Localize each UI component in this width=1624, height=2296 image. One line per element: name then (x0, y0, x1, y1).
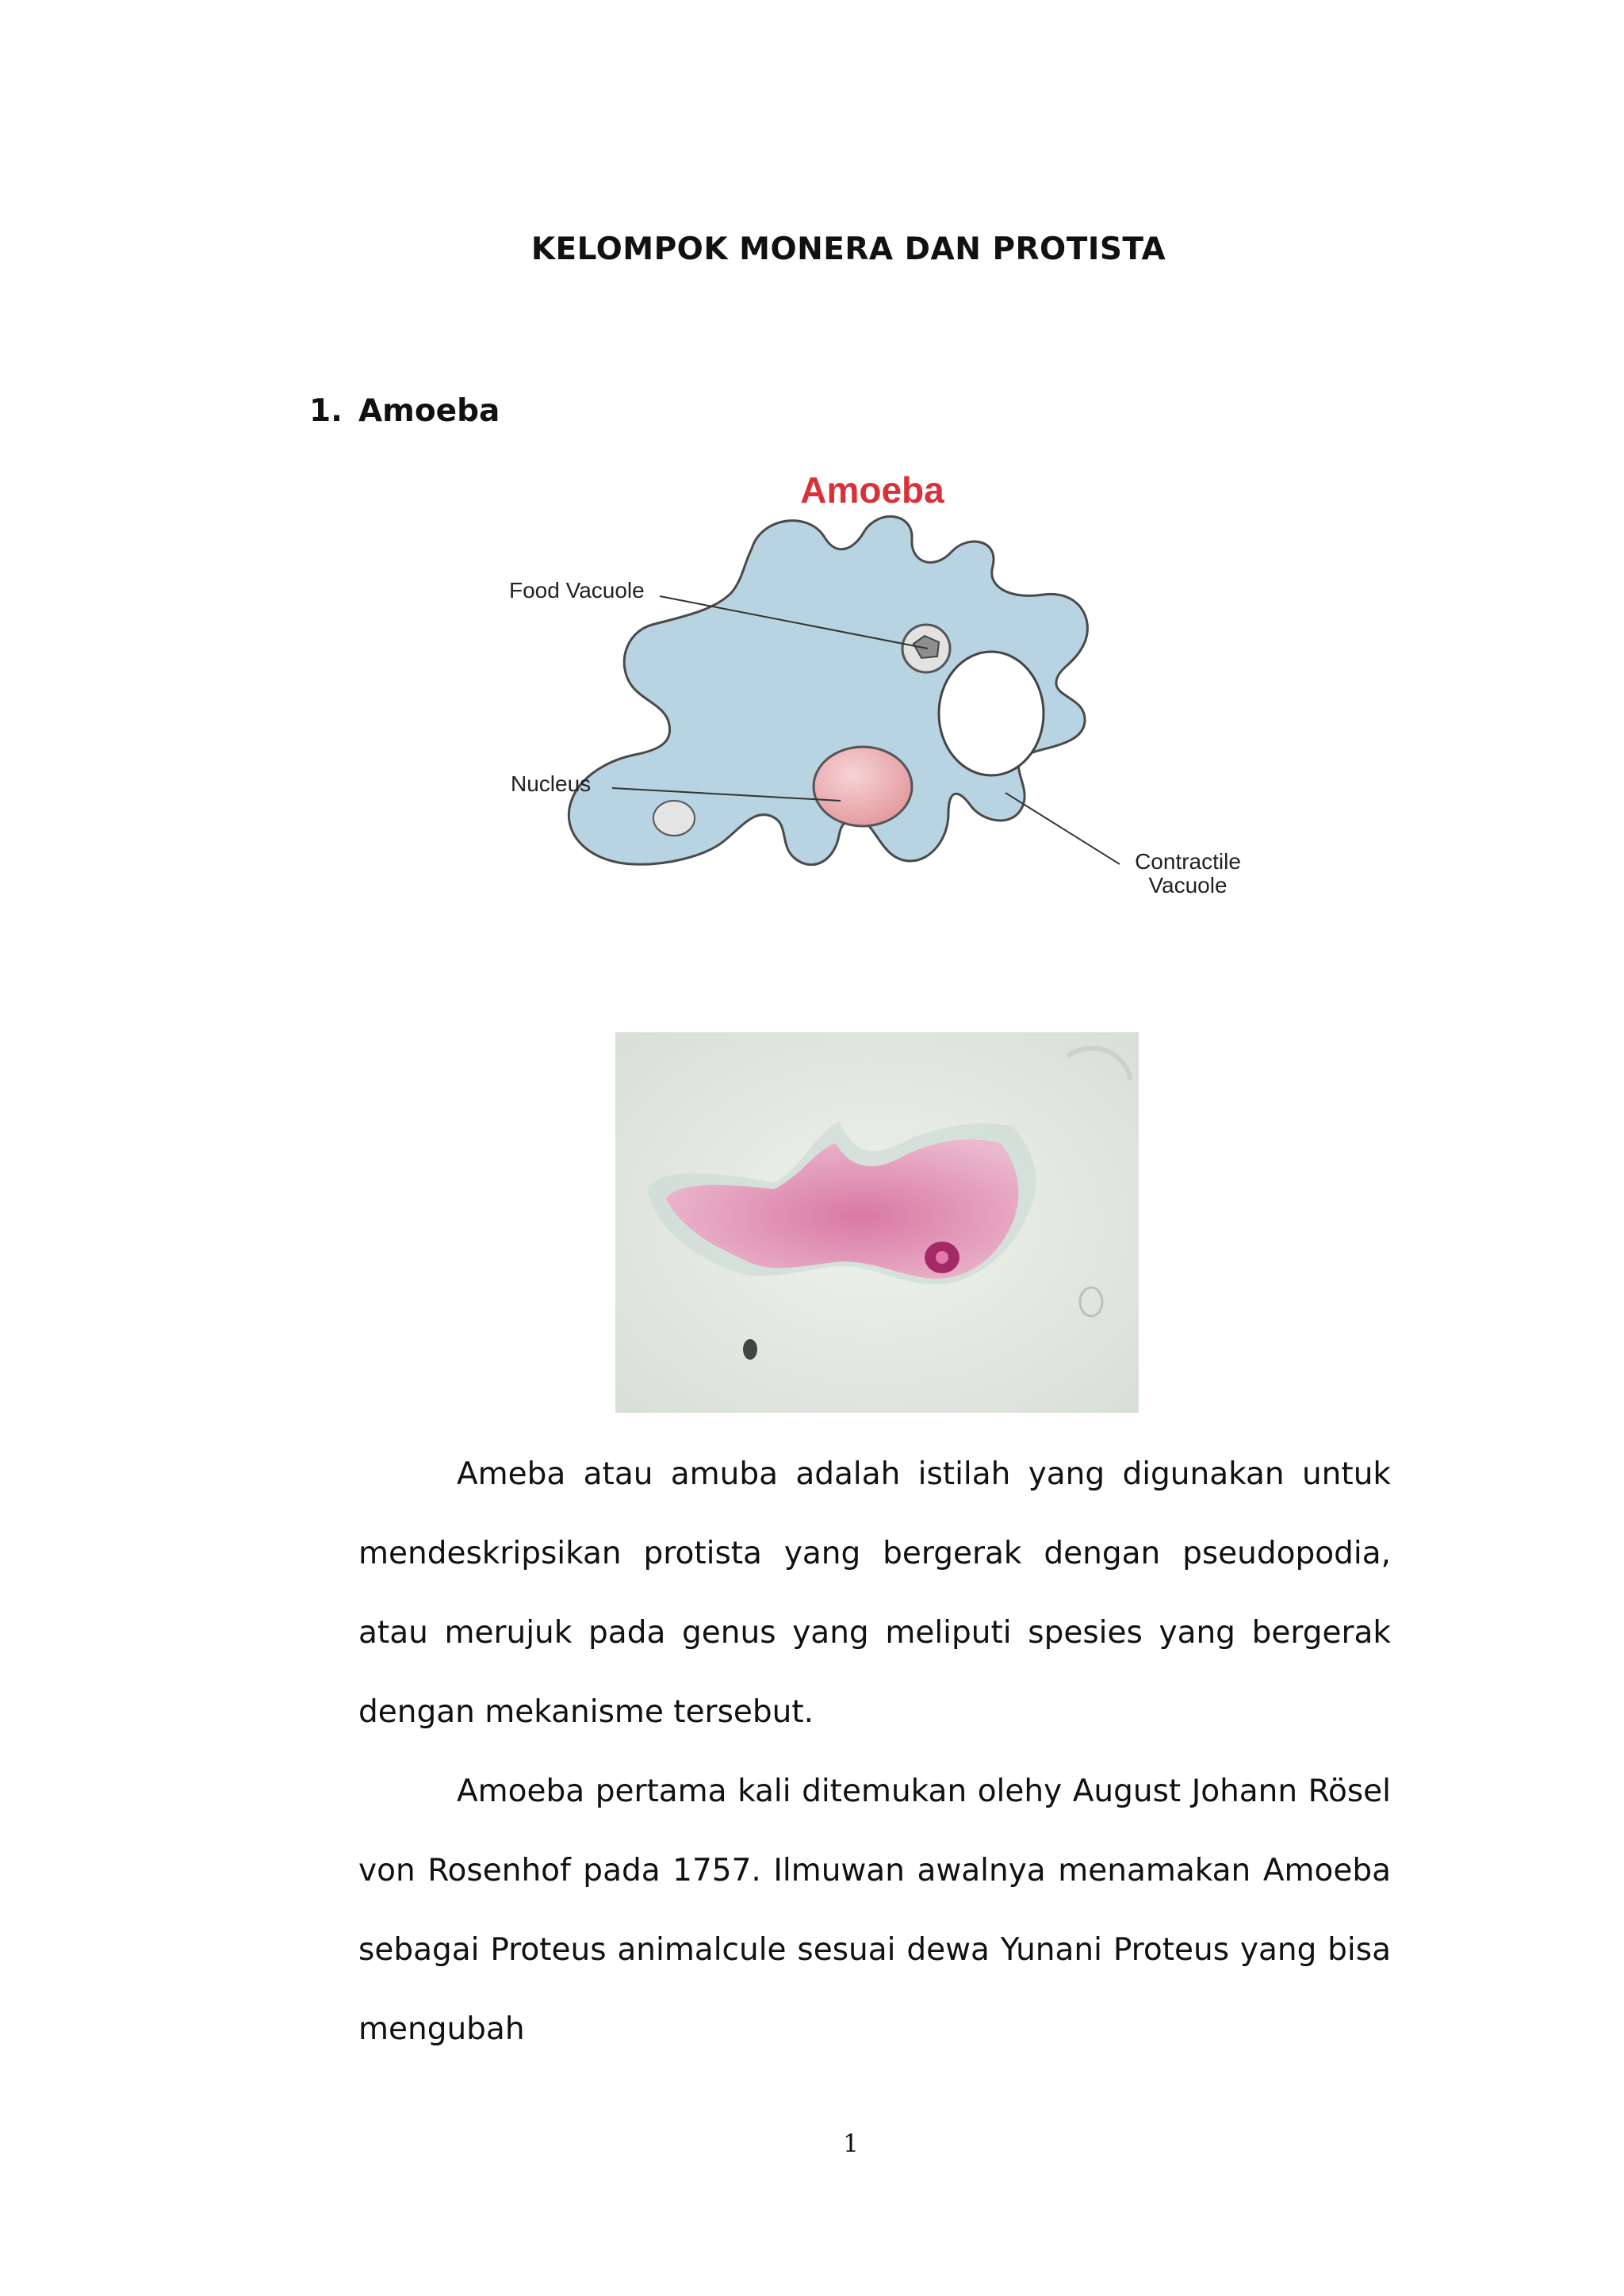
diagram-title: Amoeba (800, 469, 944, 511)
contractile-vacuole (939, 652, 1044, 775)
small-vacuole (653, 801, 695, 836)
nucleus (814, 747, 912, 826)
paragraph-2: Amoeba pertama kali ditemukan olehy August Johann Rösel von Rosenhof pada 1757. Ilmuwan awalnya menamakan Amoeba sebagai Proteus animalcule sesuai dewa Yunani Proteus yang bisa mengubah (358, 1774, 1391, 2047)
section-number: 1. (309, 393, 343, 429)
document-title: KELOMPOK MONERA DAN PROTISTA (530, 232, 1166, 267)
label-food-vacuole: Food Vacuole (509, 578, 645, 603)
page-number: 1 (843, 2130, 859, 2158)
micrograph-nucleolus (936, 1251, 948, 1264)
amoeba-diagram (476, 460, 1269, 983)
label-contractile-line2: Vacuole (1148, 873, 1228, 897)
label-contractile-line1: Contractile (1135, 849, 1241, 874)
section-title: Amoeba (358, 393, 500, 429)
contractile-pointer (1005, 793, 1120, 864)
section-heading (309, 393, 500, 429)
micrograph-debris (743, 1339, 757, 1360)
paragraph-1: Ameba atau amuba adalah istilah yang digunakan untuk mendeskripsikan protista yang bergerak dengan pseudopodia, atau merujuk pada genus yang meliputi spesies yang bergerak dengan mekanisme tersebut. (358, 1456, 1391, 1730)
amoeba-micrograph (615, 1032, 1139, 1413)
label-nucleus: Nucleus (511, 771, 592, 796)
